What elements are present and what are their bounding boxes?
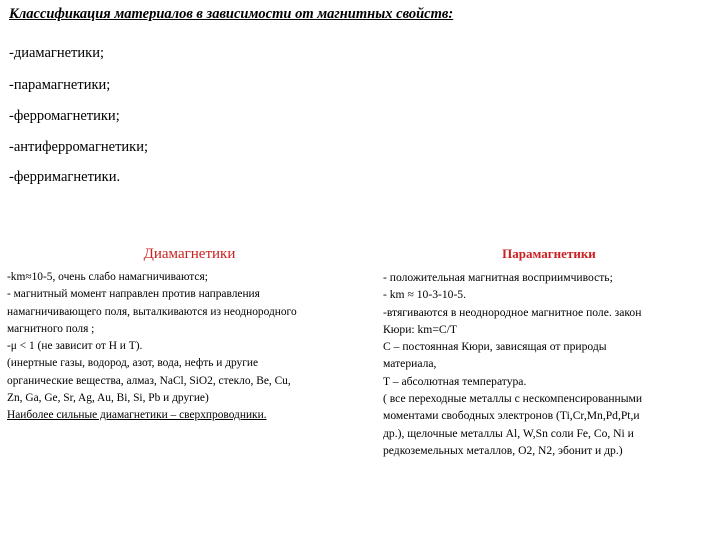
diamagnetics-line: -μ < 1 (не зависит от H и T). — [7, 340, 143, 353]
strongest-diamagnetics-note: Наиболее сильные диамагнетики – сверхпроводники. — [7, 409, 267, 422]
paramagnetics-line: C – постоянная Кюри, зависящая от природы — [383, 340, 607, 354]
paramagnetics-heading: Парамагнетики — [502, 246, 596, 261]
paramagnetics-line: T – абсолютная температура. — [383, 374, 527, 388]
class-item-ferromagnetics: -ферромагнетики; — [9, 108, 120, 124]
diamagnetics-text — [7, 269, 372, 425]
paramagnetics-line: Кюри: km=C/T — [383, 322, 457, 336]
slide-title: Классификация материалов в зависимости от магнитных свойств: — [9, 6, 454, 22]
paramagnetics-line: др.), щелочные металлы Al, W,Sn соли Fe, Co, Ni и — [383, 426, 634, 440]
diamagnetics-line: Zn, Ga, Ge, Sr, Ag, Au, Bi, Si, Pb и другие) — [7, 392, 209, 405]
diamagnetics-line: -km≈10-5, очень слабо намагничиваются; — [7, 271, 208, 283]
paramagnetics-line: - km ≈ 10-3-10-5. — [383, 288, 466, 302]
diamagnetics-section — [7, 246, 372, 425]
paramagnetics-line: материала, — [383, 357, 437, 371]
paramagnetics-line: -втягиваются в неоднородное магнитное поле. закон — [383, 305, 642, 319]
diamagnetics-line: - магнитный момент направлен против направления — [7, 288, 260, 301]
paramagnetics-line: ( все переходные металлы с нескомпенсированными — [383, 392, 643, 406]
class-item-diamagnetics: -диамагнетики; — [9, 45, 104, 61]
class-item-ferrimagnetics: -ферримагнетики. — [9, 169, 121, 185]
paramagnetics-line: редкоземельных металлов, O2, N2, эбонит и др.) — [383, 443, 623, 457]
paramagnetics-section — [383, 246, 715, 459]
diamagnetics-line: намагничивающего поля, выталкиваются из неоднородного — [7, 305, 297, 318]
paramagnetics-text — [383, 269, 715, 459]
paramagnetics-line: моментами свободных электронов (Ti,Cr,Mn,Pd,Pt,и — [383, 409, 640, 423]
diamagnetics-line: органические вещества, алмаз, NaCl, SiO2, стекло, Be, Cu, — [7, 374, 291, 387]
diamagnetics-line: магнитного поля ; — [7, 322, 95, 335]
class-item-antiferromagnetics: -антиферромагнетики; — [9, 139, 149, 155]
diamagnetics-line: (инертные газы, водород, азот, вода, нефть и другие — [7, 357, 259, 370]
paramagnetics-line: - положительная магнитная восприимчивость; — [383, 271, 613, 284]
class-item-paramagnetics: -парамагнетики; — [9, 77, 111, 93]
diamagnetics-heading: Диамагнетики — [143, 246, 236, 262]
